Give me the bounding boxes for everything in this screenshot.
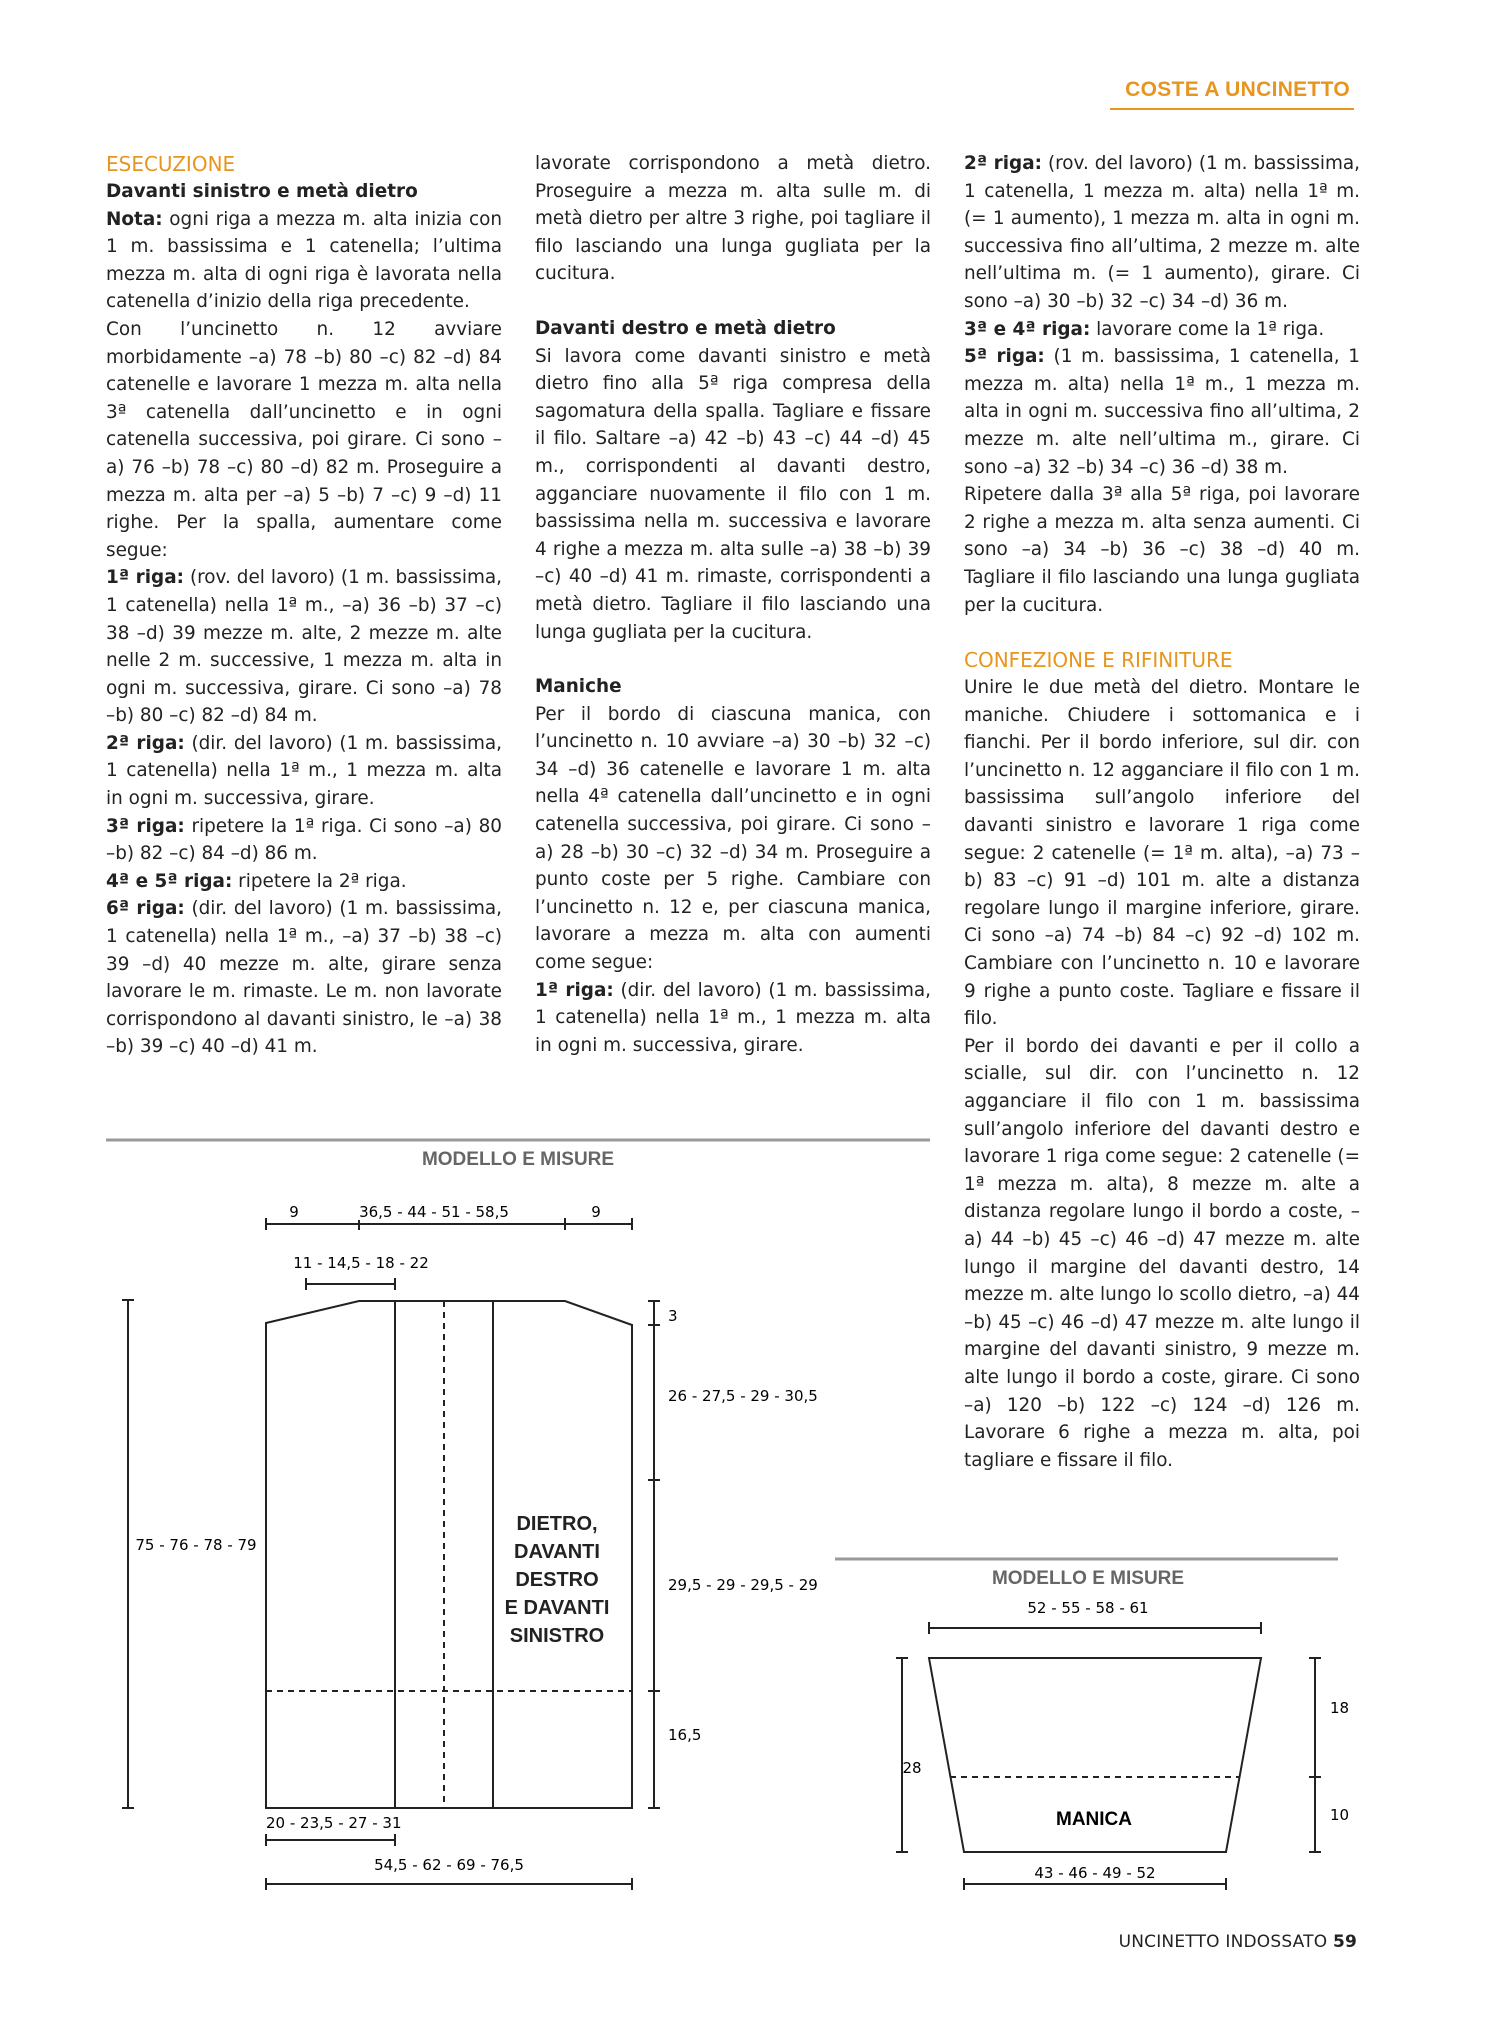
manica-riga34-text: lavorare come la 1ª riga.: [1090, 318, 1325, 340]
bottom-front-measure: 20 - 23,5 - 27 - 31: [266, 1814, 402, 1832]
right-measure-4: 16,5: [668, 1726, 702, 1744]
piece-label-line-4: E DAVANTI: [504, 1597, 610, 1619]
paragraph-confezione-2: Per il bordo dei davanti e per il collo a scialle, sul dir. con l’uncinetto n. 12 agganciare il filo con 1 m. bassissima sull’angolo inferiore del davanti destro e lavorare 1 riga come segue: 2 catenelle (= 1ª mezza m. alta), 8 mezze m. alte a distanza regolare lungo il bordo a coste, –a) 44 –b) 45 –c) 46 –d) 47 mezze m. alte lungo il margine del davanti destro, 14 mezze m. alte lungo lo scollo dietro, –a) 44 –b) 45 –c) 46 –d) 47 mezze m. alte lungo il margine del davanti sinistro, 9 mezze m. alte lungo il bordo a coste, girare. Ci sono –a) 120 –b) 122 –c) 124 –d) 126 m. Lavorare 6 righe a mezza m. alta, poi tagliare e fissare il filo.: [964, 1035, 1361, 1471]
top-right-measure: 9: [591, 1203, 601, 1221]
riga2-label: 2ª riga:: [106, 732, 185, 754]
neck-measure: 11 - 14,5 - 18 - 22: [293, 1254, 429, 1272]
sleeve-right-bottom-measure: 10: [1330, 1806, 1350, 1824]
page-footer: [1119, 1932, 1357, 1952]
piece-label-line-3: DESTRO: [515, 1569, 599, 1591]
body-diagram: [106, 1140, 930, 1884]
sleeve-top-measure: 52 - 55 - 58 - 61: [1027, 1599, 1149, 1617]
nota-label: Nota:: [106, 208, 163, 230]
paragraph-manica-repeat: Ripetere dalla 3ª alla 5ª riga, poi lavorare 2 righe a mezza m. alta senza aumenti. Ci sono –a) 34 –b) 36 –c) 38 –d) 40 m. Tagliare il filo lasciando una lunga gugliata per la cucitura.: [964, 484, 1360, 616]
riga2-text: (dir. del lavoro) (1 m. bassissima, 1 catenella) nella 1ª m., 1 mezza m. alta in ogni m. successiva, girare.: [106, 732, 502, 810]
manica-riga1-label: 1ª riga:: [535, 979, 614, 1001]
sleeve-diagram: [835, 1559, 1349, 1884]
sleeve-bottom-measure: 43 - 46 - 49 - 52: [1034, 1864, 1156, 1882]
paragraph-maniche: Per il bordo di ciascuna manica, con l’uncinetto n. 10 avviare –a) 30 –b) 32 –c) 34 –d) 36 catenelle e lavorare 1 m. alta nella 4ª catenella dall’uncinetto e in ogni catenella successiva, poi girare. Ci sono –a) 28 –b) 30 –c) 32 –d) 34 m. Proseguire a punto coste per 5 righe. Cambiare con l’uncinetto n. 12 e, per ciascuna manica, lavorare a mezza m. alta con aumenti come segue:: [535, 703, 931, 974]
sleeve-right-top-measure: 18: [1330, 1699, 1350, 1717]
piece-label-line-2: DAVANTI: [514, 1541, 600, 1563]
sleeve-label: MANICA: [1056, 1809, 1132, 1830]
piece-label: [505, 1513, 610, 1647]
paragraph-confezione-1: Unire le due metà del dietro. Montare le maniche. Chiudere i sottomanica e i fianchi. Per il bordo inferiore, sul dir. con l’uncinetto n. 12 agganciare il filo con 1 m. bassissima sull’angolo inferiore del davanti sinistro e lavorare 1 riga come segue: 2 catenelle (= 1ª m. alta), –a) 73 –b) 83 –c) 91 –d) 101 m. alte a distanza regolare lungo il margine inferiore, girare. Ci sono –a) 74 –b) 84 –c) 92 –d) 102 m. Cambiare con l’uncinetto n. 10 e lavorare 9 righe a punto coste. Tagliare e fissare il filo.: [964, 677, 1360, 1030]
manica-riga1-text: (dir. del lavoro) (1 m. bassissima, 1 catenella) nella 1ª m., 1 mezza m. alta in ogni m. successiva, girare.: [535, 979, 931, 1056]
riga3-text: ripetere la 1ª riga. Ci sono –a) 80 –b) 82 –c) 84 –d) 86 m.: [106, 815, 502, 865]
subtitle-davanti-sinistro: Davanti sinistro e metà dietro: [106, 181, 418, 202]
page-number: 59: [1332, 1932, 1357, 1952]
paragraph-davanti-destro: Si lavora come davanti sinistro e metà dietro fino alla 5ª riga compresa della sagomatura della spalla. Tagliare e fissare il filo. Saltare –a) 42 –b) 43 –c) 44 –d) 45 m., corrispondenti al davanti destro, agganciare nuovamente il filo con 1 m. bassissima nella m. successiva e lavorare 4 righe a mezza m. alta sulle –a) 38 –b) 39 –c) 40 –d) 41 m. rimaste, corrispondenti a metà dietro. Tagliare il filo lasciando una lunga gugliata per la cucitura.: [535, 345, 931, 643]
subtitle-maniche: Maniche: [535, 676, 622, 698]
right-measure-1: 3: [668, 1307, 678, 1325]
riga45-text: ripetere la 2ª riga.: [232, 870, 407, 892]
paragraph-continuation: lavorate corrispondono a metà dietro. Proseguire a mezza m. alta sulle m. di metà dietro per altre 3 righe, poi tagliare il filo lasciando una lunga gugliata per la cucitura.: [535, 153, 931, 285]
riga6-label: 6ª riga:: [106, 898, 185, 920]
riga3-label: 3ª riga:: [106, 815, 185, 837]
manica-riga2-text: (rov. del lavoro) (1 m. bassissima, 1 catenella, 1 mezza m. alta) nella 1ª m. (= 1 aumento), 1 mezza m. alta in ogni m. successiva fino all’ultima, 2 mezze m. alte nell’ultima m. (= 1 aumento), girare. Ci sono –a) 30 –b) 32 –c) 34 –d) 36 m.: [964, 153, 1361, 312]
manica-riga34-label: 3ª e 4ª riga:: [964, 318, 1091, 340]
bottom-total-measure: 54,5 - 62 - 69 - 76,5: [374, 1856, 524, 1874]
manica-riga2-label: 2ª riga:: [964, 153, 1042, 174]
top-mid-measure: 36,5 - 44 - 51 - 58,5: [359, 1203, 509, 1221]
manica-riga5-label: 5ª riga:: [964, 346, 1045, 368]
section-title-confezione: CONFEZIONE E RIFINITURE: [964, 648, 1233, 673]
section-title-esecuzione: ESECUZIONE: [106, 152, 236, 176]
paragraph-start: Con l’uncinetto n. 12 avviare morbidamente –a) 78 –b) 80 –c) 82 –d) 84 catenelle e lavorare 1 mezza m. alta nella 3ª catenella dall’uncinetto e in ogni catenella successiva, poi girare. Ci sono –a) 76 –b) 78 –c) 80 –d) 82 m. Proseguire a mezza m. alta per –a) 5 –b) 7 –c) 9 –d) 11 righe. Per la spalla, aumentare come segue:: [106, 318, 502, 561]
footer-magazine: UNCINETTO INDOSSATO: [1118, 1932, 1328, 1952]
riga45-label: 4ª e 5ª riga:: [106, 870, 233, 892]
riga1-label: 1ª riga:: [106, 567, 184, 589]
height-measure: 75 - 76 - 78 - 79: [135, 1536, 257, 1554]
piece-label-line-5: SINISTRO: [509, 1625, 605, 1647]
sleeve-diagram-title: MODELLO E MISURE: [991, 1568, 1185, 1589]
subtitle-davanti-destro: Davanti destro e metà dietro: [535, 317, 836, 339]
riga6-text: (dir. del lavoro) (1 m. bassissima, 1 catenella) nella 1ª m., –a) 37 –b) 38 –c) 39 –d) 40 mezze m. alte, girare senza lavorare le m. rimaste. Le m. non lavorate corrispondono al davanti sinistro, le –a) 38 –b) 39 –c) 40 –d) 41 m.: [106, 898, 502, 1058]
section-header: COSTE A UNCINETTO: [1125, 78, 1350, 101]
body-diagram-title: MODELLO E MISURE: [421, 1149, 615, 1170]
piece-label-line-1: DIETRO,: [516, 1513, 598, 1535]
manica-riga5-text: (1 m. bassissima, 1 catenella, 1 mezza m. alta) nella 1ª m., 1 mezza m. alta in ogni m. successiva fino all’ultima, 2 mezze m. alte nell’ultima m., girare. Ci sono –a) 32 –b) 34 –c) 36 –d) 38 m.: [964, 346, 1361, 478]
right-measure-2: 26 - 27,5 - 29 - 30,5: [668, 1387, 818, 1405]
top-left-measure: 9: [289, 1203, 299, 1221]
riga1-text: (rov. del lavoro) (1 m. bassissima, 1 catenella) nella 1ª m., –a) 36 –b) 37 –c) 38 –d) 39 mezze m. alte, 2 mezze m. alte nelle 2 m. successive, 1 mezza m. alta in ogni m. successiva, girare. Ci sono –a) 78 –b) 80 –c) 82 –d) 84 m.: [106, 567, 503, 727]
sleeve-left-measure: 28: [902, 1759, 922, 1777]
nota-text: ogni riga a mezza m. alta inizia con 1 m. bassissima e 1 catenella; l’ultima mezza m. alta di ogni riga è lavorata nella catenella d’inizio della riga precedente.: [106, 208, 502, 313]
right-measure-3: 29,5 - 29 - 29,5 - 29: [668, 1576, 818, 1594]
